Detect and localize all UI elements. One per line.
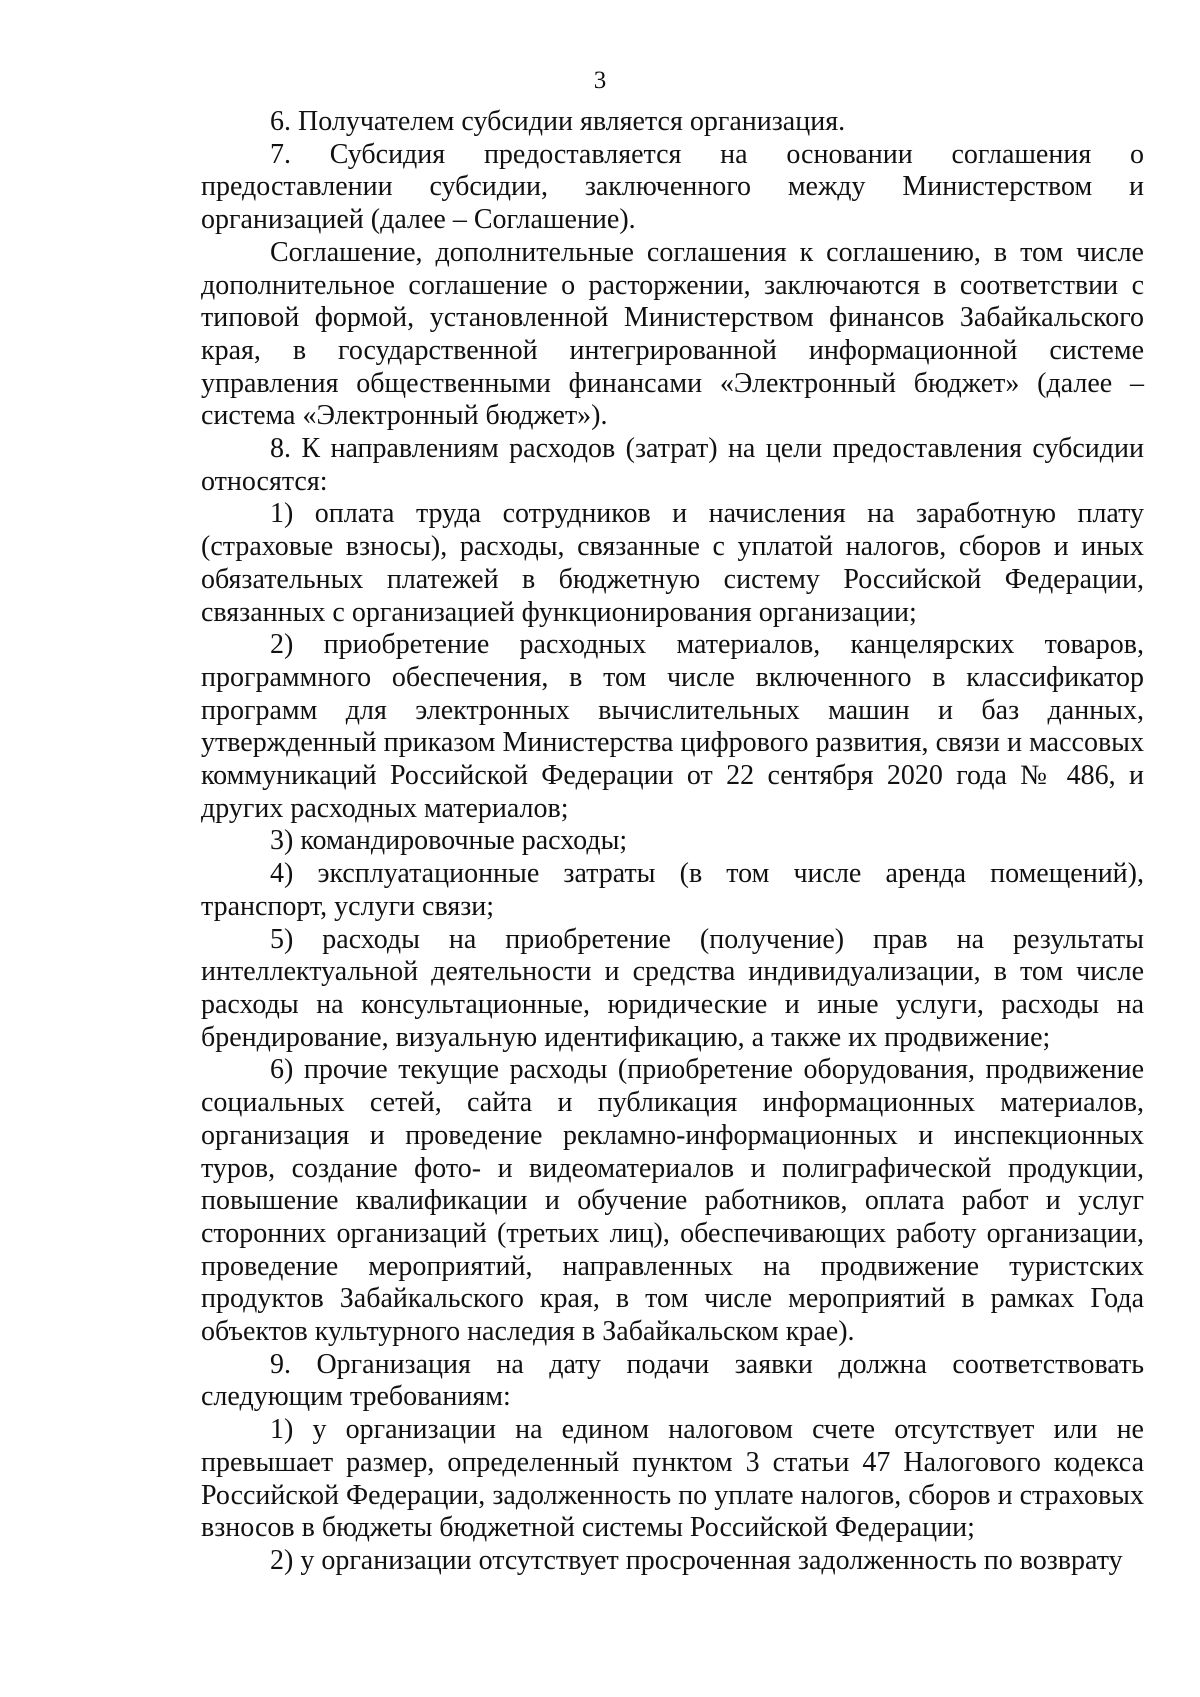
- paragraph-expense-6-other: 6) прочие текущие расходы (приобретение оборудования, продвижение социальных сетей, сайта и публикация информационных материалов, организация и проведение рекламно-информационных и инспекционных туров, создание фото- и видеоматериалов и полиграфической продукции, повышение квалификации и обучение работников, оплата работ и услуг сторонних организаций (третьих лиц), обеспечивающих работу организации, проведение мероприятий, направленных на продвижение туристских продуктов Забайкальского края, в том числе мероприятий в рамках Года объектов культурного наследия в Забайкальском крае).: [201, 1054, 1144, 1348]
- paragraph-expense-5-ip-rights: 5) расходы на приобретение (получение) прав на результаты интеллектуальной деятельности и средства индивидуализации, в том числе расходы на консультационные, юридические и иные услуги, расходы на брендирование, визуальную идентификацию, а также их продвижение;: [201, 923, 1144, 1053]
- paragraph-requirement-1-tax-debt: 1) у организации на едином налоговом счете отсутствует или не превышает размер, определенный пунктом 3 статьи 47 Налогового кодекса Российской Федерации, задолженность по уплате налогов, сборов и страховых взносов в бюджеты бюджетной системы Российской Федерации;: [201, 1414, 1144, 1544]
- document-body: [201, 106, 1144, 1578]
- paragraph-requirement-2-overdue-debt: 2) у организации отсутствует просроченная задолженность по возврату: [270, 1544, 1123, 1576]
- paragraph-expense-4-operating: 4) эксплуатационные затраты (в том числе аренда помещений), транспорт, услуги связи;: [201, 858, 1144, 922]
- paragraph-expense-1-salaries: 1) оплата труда сотрудников и начисления на заработную плату (страховые взносы), расходы, связанные с уплатой налогов, сборов и иных обязательных платежей в бюджетную систему Российской Федерации, связанных с организацией функционирования организации;: [201, 498, 1144, 628]
- paragraph-item-6-recipient: 6. Получателем субсидии является организация.: [270, 106, 846, 137]
- paragraph-item-9-requirements: 9. Организация на дату подачи заявки должна соответствовать следующим требованиям:: [201, 1348, 1144, 1413]
- paragraph-expense-3-travel: 3) командировочные расходы;: [270, 825, 628, 857]
- paragraph-agreement-form: Соглашение, дополнительные соглашения к соглашению, в том числе дополнительное соглашение о расторжении, заключаются в соответствии с типовой формой, установленной Министерством финансов Забайкальского края, в государственной интегрированной информационной системе управления общественными финансами «Электронный бюджет» (далее – система «Электронный бюджет»).: [201, 236, 1144, 432]
- paragraph-expense-2-materials: 2) приобретение расходных материалов, канцелярских товаров, программного обеспечения, в том числе включенного в классификатор программ для электронных вычислительных машин и баз данных, утвержденный приказом Министерства цифрового развития, связи и массовых коммуникаций Российской Федерации от 22 сентября 2020 года № 486, и других расходных материалов;: [201, 629, 1144, 824]
- paragraph-item-8-expenses: 8. К направлениям расходов (затрат) на цели предоставления субсидии относятся:: [201, 433, 1144, 497]
- page-number: 3: [593, 67, 607, 94]
- paragraph-item-7-agreement: 7. Субсидия предоставляется на основании соглашения о предоставлении субсидии, заключенного между Министерством и организацией (далее – Соглашение).: [201, 138, 1144, 236]
